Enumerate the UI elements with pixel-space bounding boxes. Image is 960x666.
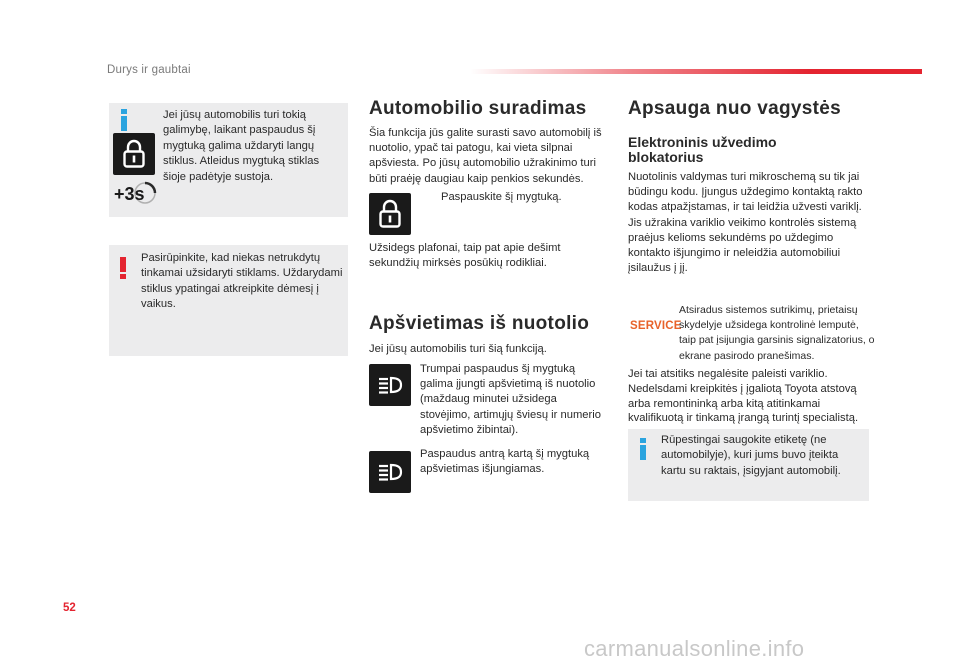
headlight-button-icon-2 xyxy=(369,451,411,493)
service-text: Atsiradus sistemos sutrikimų, prietaisų skydelyje užsidega kontrolinė lemputė, taip pat įsijungia garsinis signalizatorius, o ekrane pasirodo pranešimas. xyxy=(679,304,875,362)
lighting-intro: Jei jūsų automobilis turi šią funkciją. xyxy=(369,343,547,355)
header-accent-bar xyxy=(470,69,922,74)
locate-result: Užsidegs plafonai, taip pat apie dešimt sekundžių mirksės posūkių rodikliai. xyxy=(369,242,561,270)
service-warning-icon: SERVICE xyxy=(630,320,682,332)
lock-button-icon xyxy=(113,133,155,175)
plus-3s-badge xyxy=(113,178,157,208)
lighting-section-title: Apšvietimas iš nuotolio xyxy=(369,313,590,334)
info-icon xyxy=(638,438,648,460)
section-header: Durys ir gaubtai xyxy=(107,64,191,76)
info-box-key-label xyxy=(628,429,869,501)
locate-section-title: Automobilio suradimas xyxy=(369,98,587,119)
page-number: 52 xyxy=(63,602,76,614)
immobiliser-body: Nuotolinis valdymas turi mikroschemą su tik jai būdingu kodu. Įjungus uždegimo kontaktą rakto kodas atpažįstamas, ir tai leidžia užvesti variklį. Jis užrakina variklio veikimo kontrolės sistemą praėjus kelioms sekundėms po uždegimo kontakto išjungimo ir neleidžia automobiliui įsilaužus į jį. xyxy=(628,171,863,275)
locate-step: Paspauskite šį mygtuką. xyxy=(441,191,562,203)
info-box-window-text: Jei jūsų automobilis turi tokią galimybę, laikant paspaudus šį mygtuką galima uždaryti langų stiklus. Atleidus mygtuką stiklas šioje padėtyje sustoja. xyxy=(163,109,320,183)
headlight-button-icon xyxy=(369,364,411,406)
warning-box-children xyxy=(109,245,348,356)
info-icon xyxy=(119,109,129,131)
locate-intro: Šia funkcija jūs galite surasti savo automobilį iš nuotolio, ypač tai patogu, kai vieta silpnai apšviesta. Po jūsų automobilio užrakinimo turi būti praėję daugiau kaip penkios sekundės. xyxy=(369,127,602,185)
watermark: carmanualsonline.info xyxy=(584,636,805,661)
immobiliser-subtitle: Elektroninis užvedimo blokatorius xyxy=(628,134,777,165)
antitheft-section-title: Apsauga nuo vagystės xyxy=(628,98,841,119)
lighting-step2: Paspaudus antrą kartą šį mygtuką apšvietimas išjungiamas. xyxy=(420,448,590,476)
warning-icon xyxy=(118,257,128,279)
lighting-step1: Trumpai paspaudus šį mygtuką galima įjungti apšvietimą iš nuotolio (maždaug minutei užsidega stovėjimo, artimųjų šviesų ir numerio apšvietimo žibintai). xyxy=(420,363,601,436)
info-box-window-closing xyxy=(109,103,348,217)
warning-box-text: Pasirūpinkite, kad niekas netrukdytų tinkamai užsidaryti stiklams. Uždarydami stiklus ypatingai atkreipkite dėmesį į vaikus. xyxy=(141,252,343,311)
key-label-tip: Rūpestingai saugokite etiketę (ne automobilyje), kuri jums buvo įteikta kartu su raktais, įsigyjant automobilį. xyxy=(661,434,841,477)
plus-3s-text: +3s xyxy=(114,184,145,204)
failure-text: Jei tai atsitiks negalėsite paleisti variklio. Nedelsdami kreipkitės į įgaliotą Toyota atstovą arba remontininką arba kitą atitinkamai kvalifikuotą ir tinkamą įrangą turintį specialistą. xyxy=(628,368,859,425)
locate-lock-button-icon xyxy=(369,193,411,235)
